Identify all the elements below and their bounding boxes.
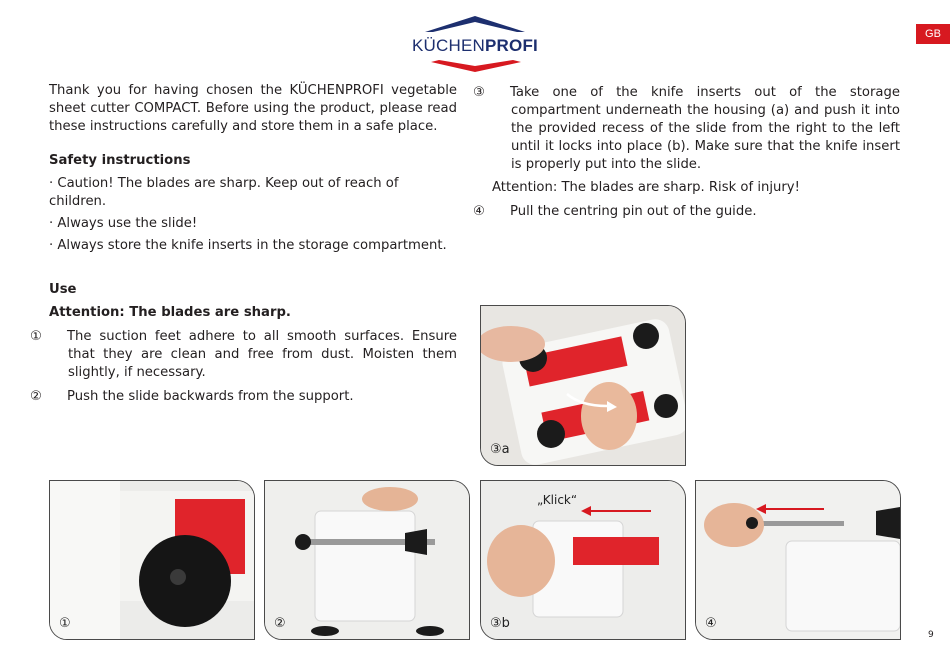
intro-text: Thank you for having chosen the KÜCHENPROFI vegetable sheet cutter COMPACT. Before using the product, please read these instructions carefully and store them in a safe place. — [49, 83, 457, 134]
page-number: 9 — [928, 630, 934, 640]
right-attention: Attention: The blades are sharp. Risk of injury! — [492, 180, 800, 195]
brand-name: KÜCHENPROFI — [412, 36, 538, 55]
photo-suction-foot — [50, 481, 254, 639]
use-heading: Use — [49, 282, 77, 297]
use-attention: Attention: The blades are sharp. — [49, 305, 291, 320]
step-number: ② — [30, 389, 42, 404]
use-step-1 — [30, 328, 457, 382]
figure-caption: ① — [59, 616, 71, 631]
right-column — [473, 84, 900, 221]
left-column — [30, 82, 457, 406]
safety-heading: Safety instructions — [49, 153, 191, 168]
safety-item: · Always store the knife inserts in the storage compartment. — [49, 238, 447, 253]
figure-3b — [480, 480, 686, 640]
figure-caption: ③b — [490, 616, 510, 631]
safety-item: · Always use the slide! — [49, 216, 198, 231]
photo-push-slide — [265, 481, 469, 639]
figure-2 — [264, 480, 470, 640]
photo-knife-insert-storage — [481, 306, 685, 465]
step-number: ④ — [473, 204, 485, 219]
language-tab: GB — [916, 24, 950, 44]
step-text: Take one of the knife inserts out of the storage compartment underneath the housing (a) and push it into the provided recess of the slide from the right to the left until it locks into place (b). Make sure that the knife insert is properly put into the slide. — [510, 85, 900, 172]
step-number: ③ — [473, 85, 485, 100]
use-step-2 — [30, 388, 457, 406]
photo-insert-locks — [481, 481, 685, 639]
figure-caption: ④ — [705, 616, 717, 631]
step-text: The suction feet adhere to all smooth surfaces. Ensure that they are clean and free from dust. Moisten them slightly, if necessary. — [67, 329, 457, 380]
use-step-3 — [473, 84, 900, 174]
step-number: ① — [30, 329, 42, 344]
klick-label: „Klick“ — [537, 493, 578, 507]
safety-item: · Caution! The blades are sharp. Keep out of reach of children. — [49, 176, 399, 209]
figure-caption: ② — [274, 616, 286, 631]
brand-logo — [405, 14, 545, 74]
photo-centring-pin — [696, 481, 900, 639]
step-text: Pull the centring pin out of the guide. — [510, 204, 757, 219]
use-step-4 — [473, 203, 900, 221]
figure-1 — [49, 480, 255, 640]
step-text: Push the slide backwards from the support. — [67, 389, 354, 404]
figure-4 — [695, 480, 901, 640]
figure-caption: ③a — [490, 442, 510, 457]
figure-3a — [480, 305, 686, 466]
